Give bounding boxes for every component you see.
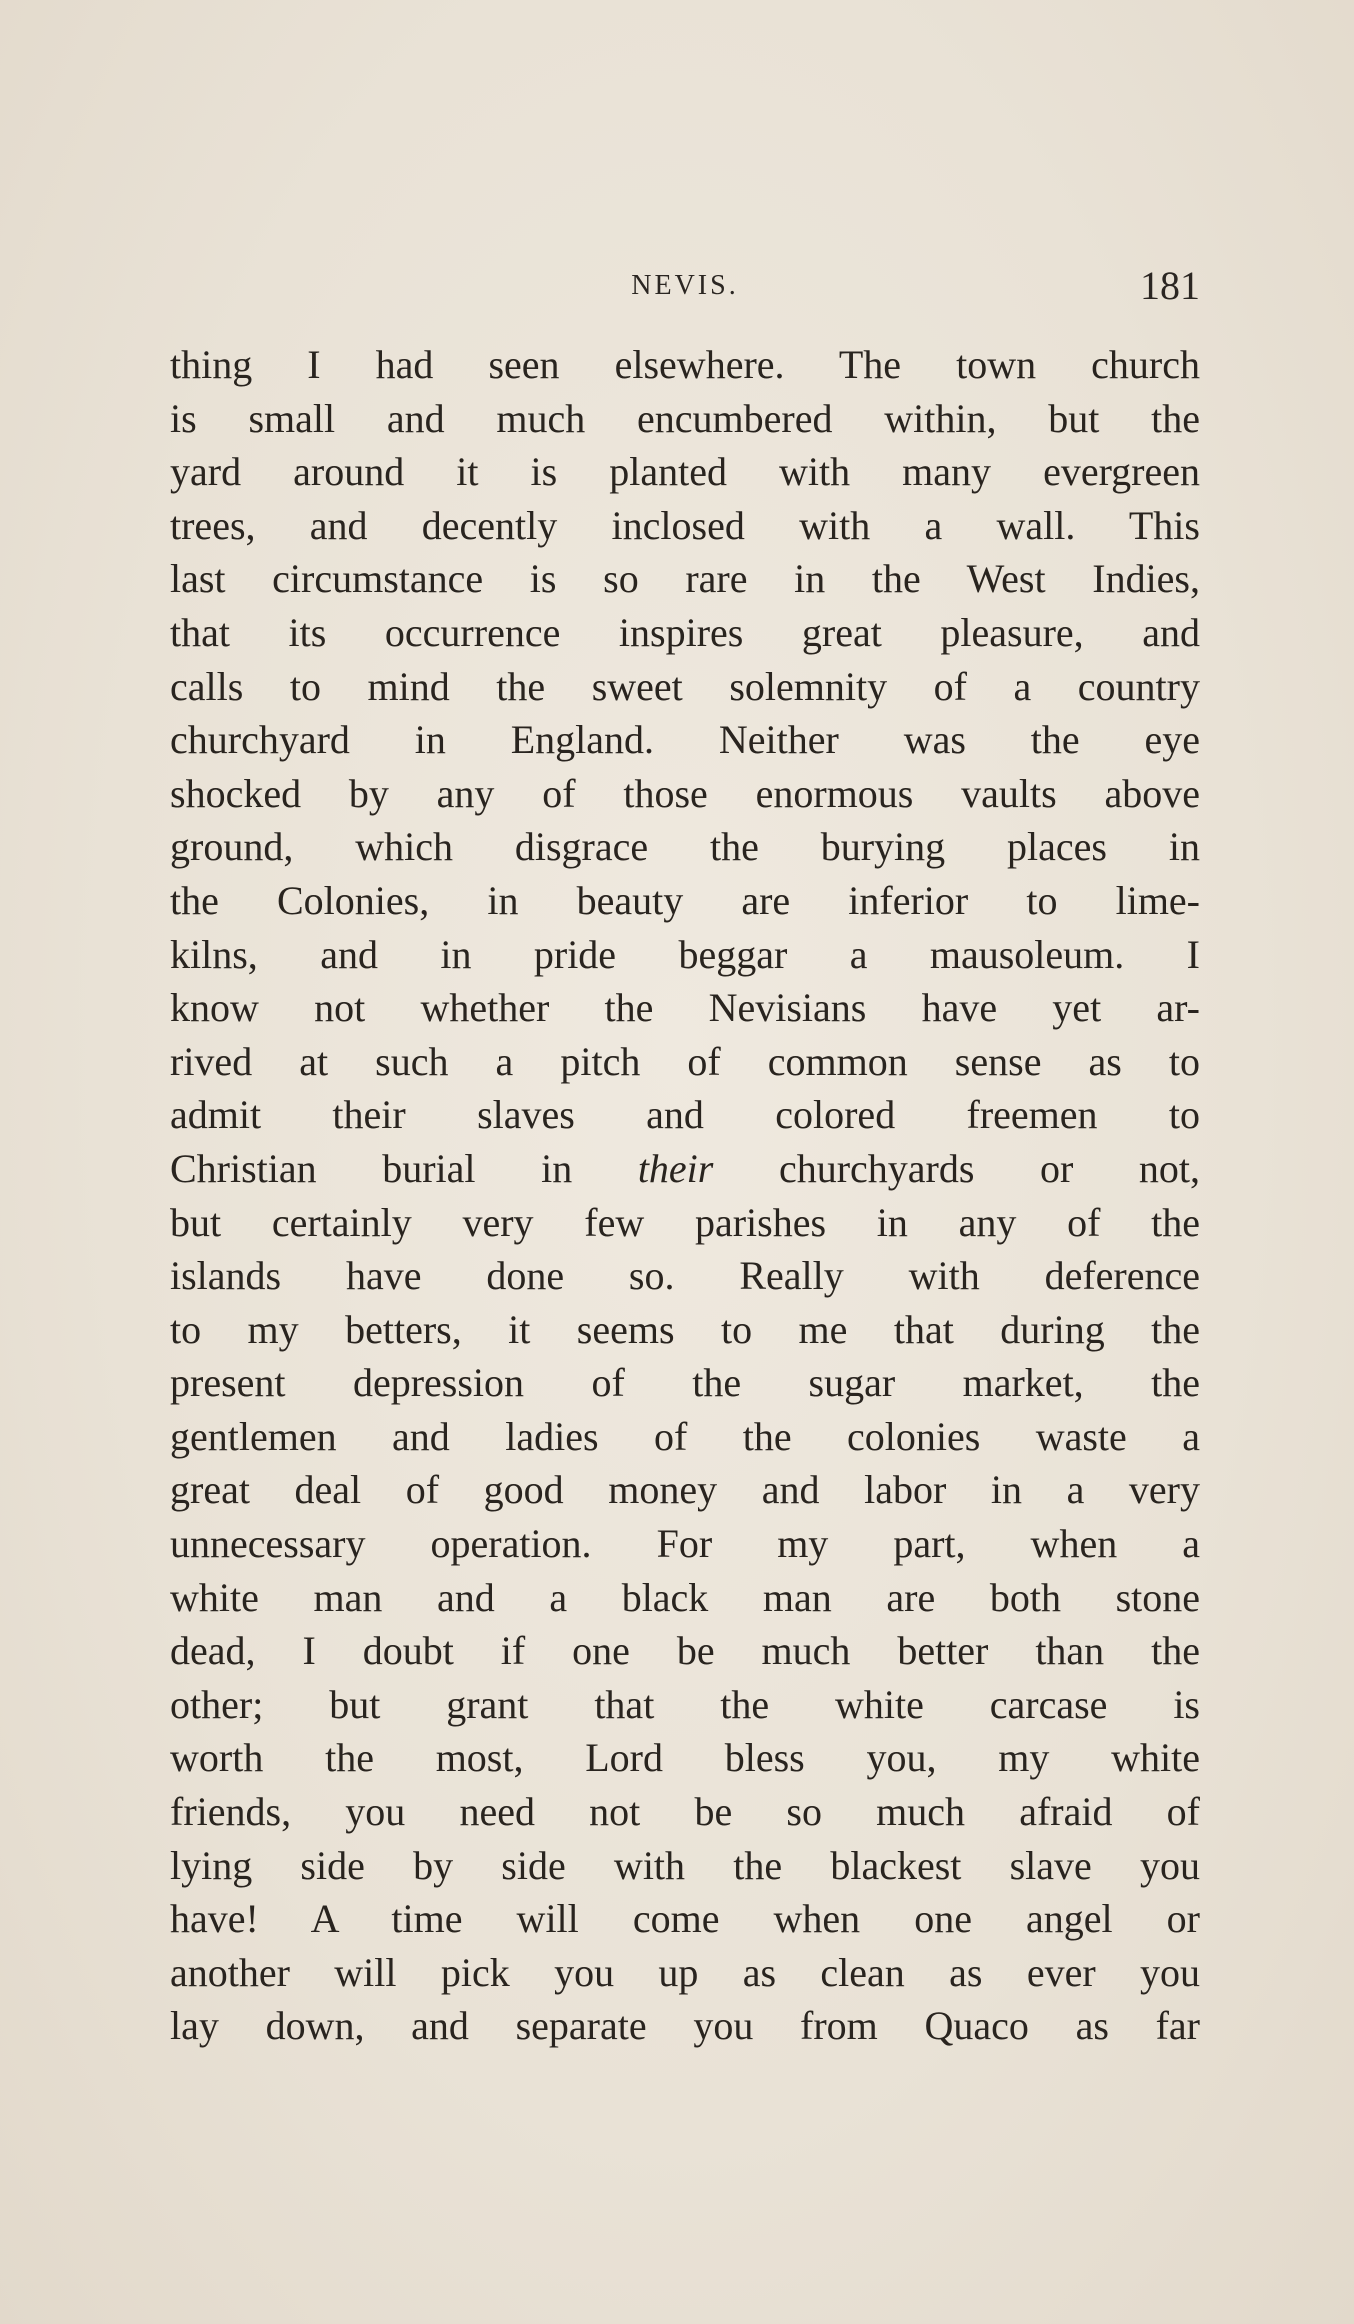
text-line: but certainly very few parishes in any of the — [170, 1199, 1200, 1245]
text-line: trees, and decently inclosed with a wall. This — [170, 502, 1200, 548]
text-line: know not whether the Nevisians have yet ar- — [170, 985, 1200, 1031]
text-line-with-italic — [170, 1142, 1200, 1196]
text-line: that its occurrence inspires great pleasure, and — [170, 609, 1200, 655]
text-line: worth the most, Lord bless you, my white — [170, 1735, 1200, 1781]
italic-word: their — [637, 1145, 714, 1191]
text-line: churchyard in England. Neither was the eye — [170, 717, 1200, 763]
text-line: islands have done so. Really with deference — [170, 1253, 1200, 1299]
text-segment: Christian burial in — [170, 1145, 638, 1191]
text-line: friends, you need not be so much afraid of — [170, 1789, 1200, 1835]
text-line: ground, which disgrace the burying places in — [170, 824, 1200, 870]
text-line: to my betters, it seems to me that during the — [170, 1306, 1200, 1352]
page-number: 181 — [1140, 263, 1200, 308]
text-line: last circumstance is so rare in the West Indies, — [170, 556, 1200, 602]
text-line: gentlemen and ladies of the colonies waste a — [170, 1413, 1200, 1459]
text-line: admit their slaves and colored freemen to — [170, 1092, 1200, 1138]
text-line: lying side by side with the blackest slave you — [170, 1842, 1200, 1888]
text-line: shocked by any of those enormous vaults above — [170, 770, 1200, 816]
text-line: other; but grant that the white carcase is — [170, 1681, 1200, 1727]
text-line: present depression of the sugar market, the — [170, 1360, 1200, 1406]
text-line: rived at such a pitch of common sense as to — [170, 1038, 1200, 1084]
body-text — [170, 338, 1200, 2053]
text-line: yard around it is planted with many evergreen — [170, 449, 1200, 495]
text-line: great deal of good money and labor in a very — [170, 1467, 1200, 1513]
text-line: calls to mind the sweet solemnity of a country — [170, 663, 1200, 709]
text-segment: churchyards or not, — [713, 1145, 1200, 1191]
text-line: another will pick you up as clean as ever you — [170, 1949, 1200, 1995]
text-line: white man and a black man are both stone — [170, 1574, 1200, 1620]
text-line: the Colonies, in beauty are inferior to lime- — [170, 877, 1200, 923]
text-line: thing I had seen elsewhere. The town church — [170, 342, 1200, 387]
text-line: is small and much encumbered within, but the — [170, 395, 1200, 441]
text-line: have! A time will come when one angel or — [170, 1896, 1200, 1942]
text-line: unnecessary operation. For my part, when a — [170, 1521, 1200, 1567]
running-title: NEVIS. — [631, 270, 739, 301]
running-head — [170, 262, 1200, 310]
text-line: lay down, and separate you from Quaco as far — [170, 2003, 1200, 2049]
text-line: kilns, and in pride beggar a mausoleum. I — [170, 931, 1200, 977]
text-line: dead, I doubt if one be much better than the — [170, 1628, 1200, 1674]
